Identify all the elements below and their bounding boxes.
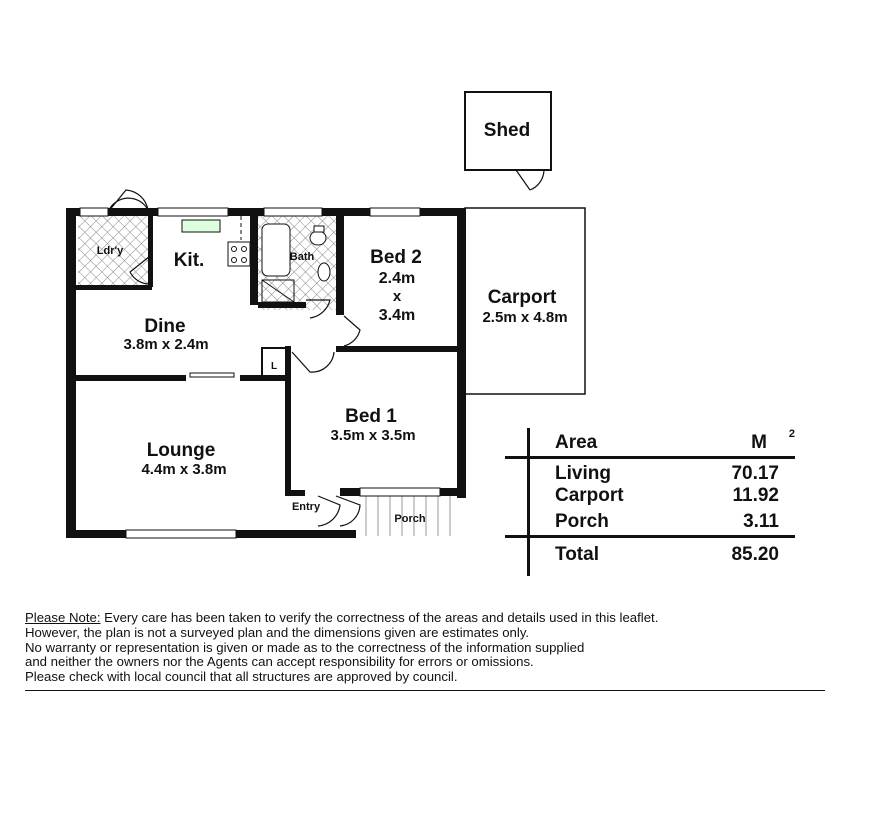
bed1-label: Bed 1: [345, 406, 397, 427]
bed2-dim-w: 2.4m: [378, 270, 416, 287]
note-prefix: Please Note:: [25, 610, 101, 625]
note-line-4: and neither the owners nor the Agents can accept responsibility for errors or omissions.: [25, 654, 534, 670]
area-total-value: 85.20: [731, 544, 779, 565]
bed2-dim-h: 3.4m: [378, 307, 416, 324]
laundry-label: Ldr'y: [96, 245, 124, 257]
area-row-living-value: 70.17: [731, 463, 779, 484]
notes-rule: [25, 690, 825, 691]
note-line-5: Please check with local council that all structures are approved by council.: [25, 669, 458, 685]
area-table-header-rule: [505, 456, 795, 459]
dine-label: Dine: [144, 316, 186, 337]
bed1-dim: 3.5m x 3.5m: [330, 427, 416, 444]
bath-label: Bath: [289, 251, 315, 263]
shed-label: Shed: [483, 120, 531, 141]
area-table-vline: [527, 428, 530, 576]
porch-label: Porch: [394, 513, 426, 525]
dine-dim: 3.8m x 2.4m: [123, 336, 209, 353]
note-line-1-text: Every care has been taken to verify the correctness of the areas and details used in this leaflet.: [100, 610, 659, 625]
lounge-label: Lounge: [146, 440, 216, 461]
area-row-carport-label: Carport: [555, 485, 624, 506]
area-table-total-rule: [505, 535, 795, 538]
bed2-dim-x: x: [392, 288, 402, 305]
bed2-label: Bed 2: [370, 247, 422, 268]
carport-label: Carport: [487, 287, 557, 308]
lounge-dim: 4.4m x 3.8m: [141, 461, 227, 478]
linen-label: L: [270, 361, 278, 372]
disclaimer-notes: [25, 611, 825, 685]
note-line-2: However, the plan is not a surveyed plan and the dimensions given are estimates only.: [25, 624, 530, 640]
area-row-carport-value: 11.92: [732, 485, 779, 506]
shed: [465, 92, 551, 190]
area-table: [505, 428, 795, 578]
entry-label: Entry: [291, 501, 321, 513]
carport-dim: 2.5m x 4.8m: [482, 309, 568, 326]
kitchen-label: Kit.: [173, 250, 205, 271]
note-line-3: No warranty or representation is given or made as to the correctness of the information supplied: [25, 639, 585, 655]
area-row-living-label: Living: [555, 463, 611, 484]
area-total-label: Total: [555, 544, 599, 565]
area-header-unit-m: M: [751, 432, 767, 453]
note-line-1: [25, 611, 825, 626]
area-header-unit-sup: 2: [788, 428, 795, 440]
area-row-porch-value: 3.11: [743, 511, 779, 532]
area-header-unit: [751, 432, 767, 454]
area-header-label: Area: [555, 432, 598, 453]
area-row-porch-label: Porch: [555, 511, 609, 532]
